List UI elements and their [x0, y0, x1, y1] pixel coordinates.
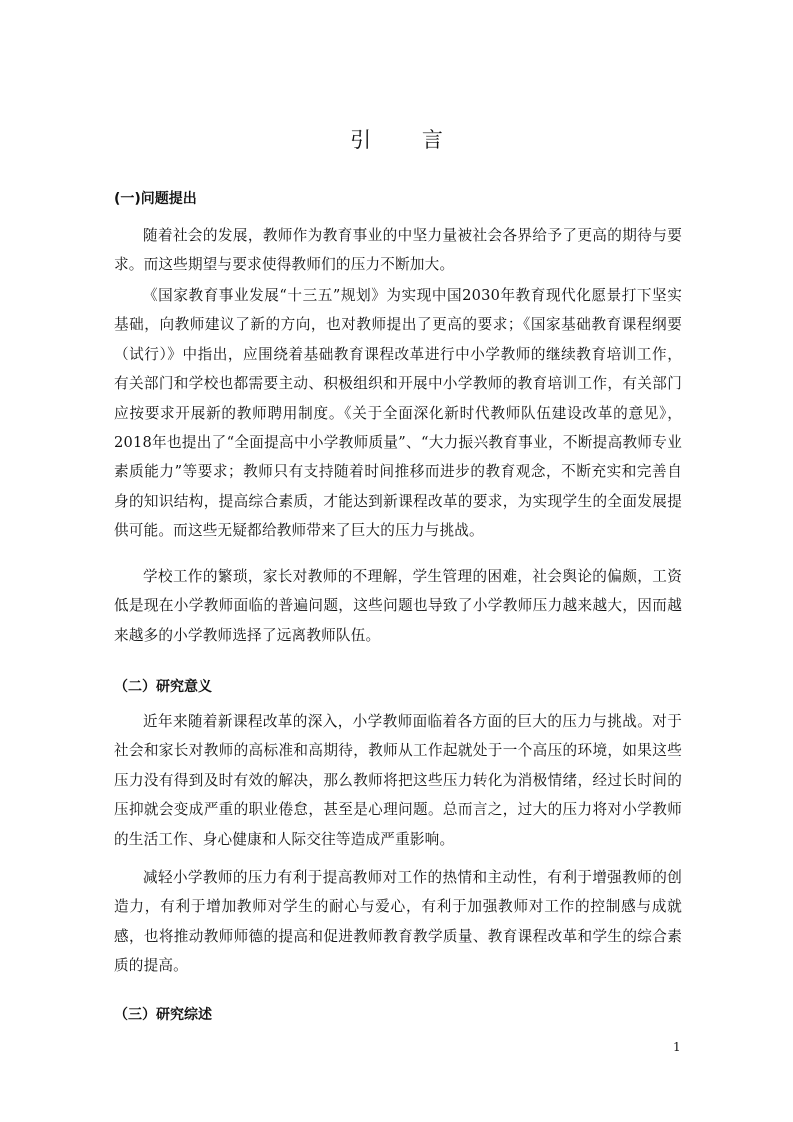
paragraph: 随着社会的发展，教师作为教育事业的中坚力量被社会各界给予了更高的期待与要求。而这些期望与要求使得教师们的压力不断加大。	[114, 227, 682, 274]
paragraph: 学校工作的繁琐，家长对教师的不理解，学生管理的困难，社会舆论的偏颇，工资低是现在小学教师面临的普遍问题，这些问题也导致了小学教师压力越来越大，因而越来越多的小学教师选择了远离教师队伍。	[114, 568, 682, 644]
paragraph: 近年来随着新课程改革的深入，小学教师面临着各方面的巨大的压力与挑战。对于社会和家长对教师的高标准和高期待，教师从工作起就处于一个高压的环境，如果这些压力没有得到及时有效的解决，那么教师将把这些压力转化为消极情绪，经过长时间的压抑就会变成严重的职业倦怠，甚至是心理问题。总而言之，过大的压力将对小学教师的生活工作、身心健康和人际交往等造成严重影响。	[114, 713, 682, 848]
section-heading-problem: (一)问题提出	[114, 191, 197, 207]
section-heading-significance: （二）研究意义	[114, 679, 212, 695]
document-title: 引 言	[350, 128, 465, 152]
paragraph: 减轻小学教师的压力有利于提高教师对工作的热情和主动性，有利于增强教师的创造力，有利于增加教师对学生的耐心与爱心，有利于加强教师对工作的控制感与成就感，也将推动教师师德的提高和促进教师教育教学质量、教育课程改革和学生的综合素质的提高。	[114, 869, 682, 975]
section-heading-review: （三）研究综述	[114, 1007, 212, 1023]
page-number: 1	[673, 1040, 681, 1054]
paragraph: 《国家教育事业发展“十三五”规划》为实现中国2030年教育现代化愿景打下坚实基础，向教师建议了新的方向，也对教师提出了更高的要求；《国家基础教育课程纲要（试行）》中指出，应围绕着基础教育课程改革进行中小学教师的继续教育培训工作，有关部门和学校也都需要主动、积极组织和开展中小学教师的教育培训工作，有关部门应按要求开展新的教师聘用制度。《关于全面深化新时代教师队伍建设改革的意见》，2018年也提出了“全面提高中小学教师质量”、“大力振兴教育事业，不断提高教师专业素质能力”等要求；教师只有支持随着时间推移而进步的教育观念，不断充实和完善自身的知识结构，提高综合素质，才能达到新课程改革的要求，为实现学生的全面发展提供可能。而这些无疑都给教师带来了巨大的压力与挑战。	[114, 287, 682, 540]
